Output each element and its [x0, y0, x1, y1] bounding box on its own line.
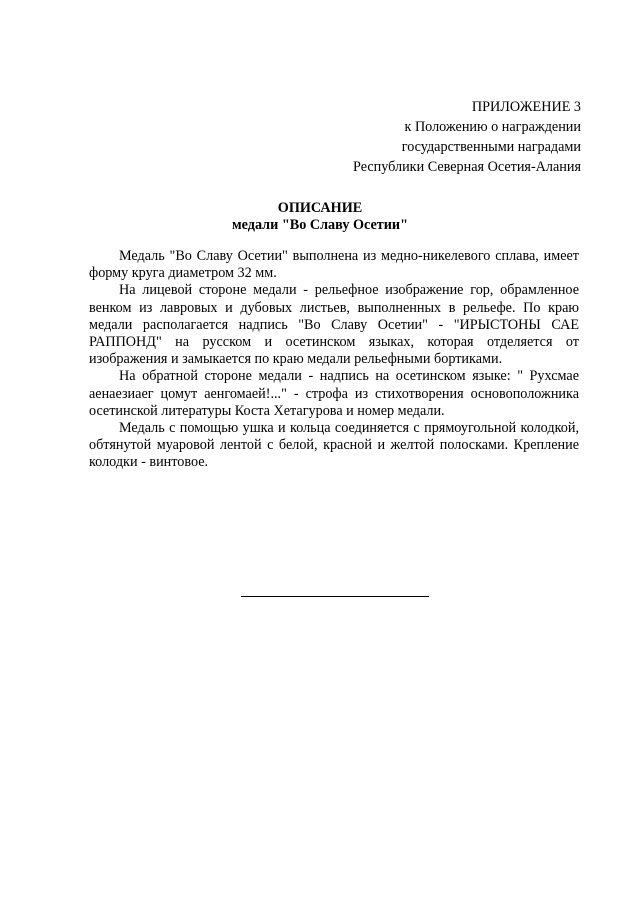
appendix-header	[353, 97, 581, 177]
appendix-reference-line: к Положению о награждении	[404, 119, 581, 135]
end-separator-line	[241, 596, 429, 597]
document-body	[89, 248, 579, 472]
appendix-reference-line: государственными наградами	[401, 139, 581, 155]
body-paragraph: На лицевой стороне медали - рельефное изображение гор, обрамленное венком из лавровых и дубовых листьев, выполненных в рельефе. По краю медали располагается надпись "Во Славу Осетии" - "ИРЫСТОНЫ САЕ РАППОНД" на русском и осетинском языках, которая отделяется от изображения и замыкается по краю медали рельефными бортиками.	[89, 282, 579, 368]
body-paragraph: На обратной стороне медали - надпись на осетинском языке: " Рухсмае аенаезиаег цомут аенгомаей!..." - строфа из стихотворения основоположника осетинской литературы Коста Хетагурова и номер медали.	[89, 368, 579, 419]
body-paragraph: Медаль с помощью ушка и кольца соединяется с прямоугольной колодкой, обтянутой муаровой лентой с белой, красной и желтой полосками. Крепление колодки - винтовое.	[89, 420, 579, 471]
document-heading	[0, 200, 640, 234]
appendix-reference-line: Республики Северная Осетия-Алания	[352, 159, 581, 175]
document-subtitle: медали "Во Славу Осетии"	[232, 217, 408, 233]
appendix-number: ПРИЛОЖЕНИЕ 3	[471, 99, 581, 115]
document-title: ОПИСАНИЕ	[277, 200, 363, 216]
body-paragraph: Медаль "Во Славу Осетии" выполнена из медно-никелевого сплава, имеет форму круга диаметром 32 мм.	[89, 248, 579, 282]
